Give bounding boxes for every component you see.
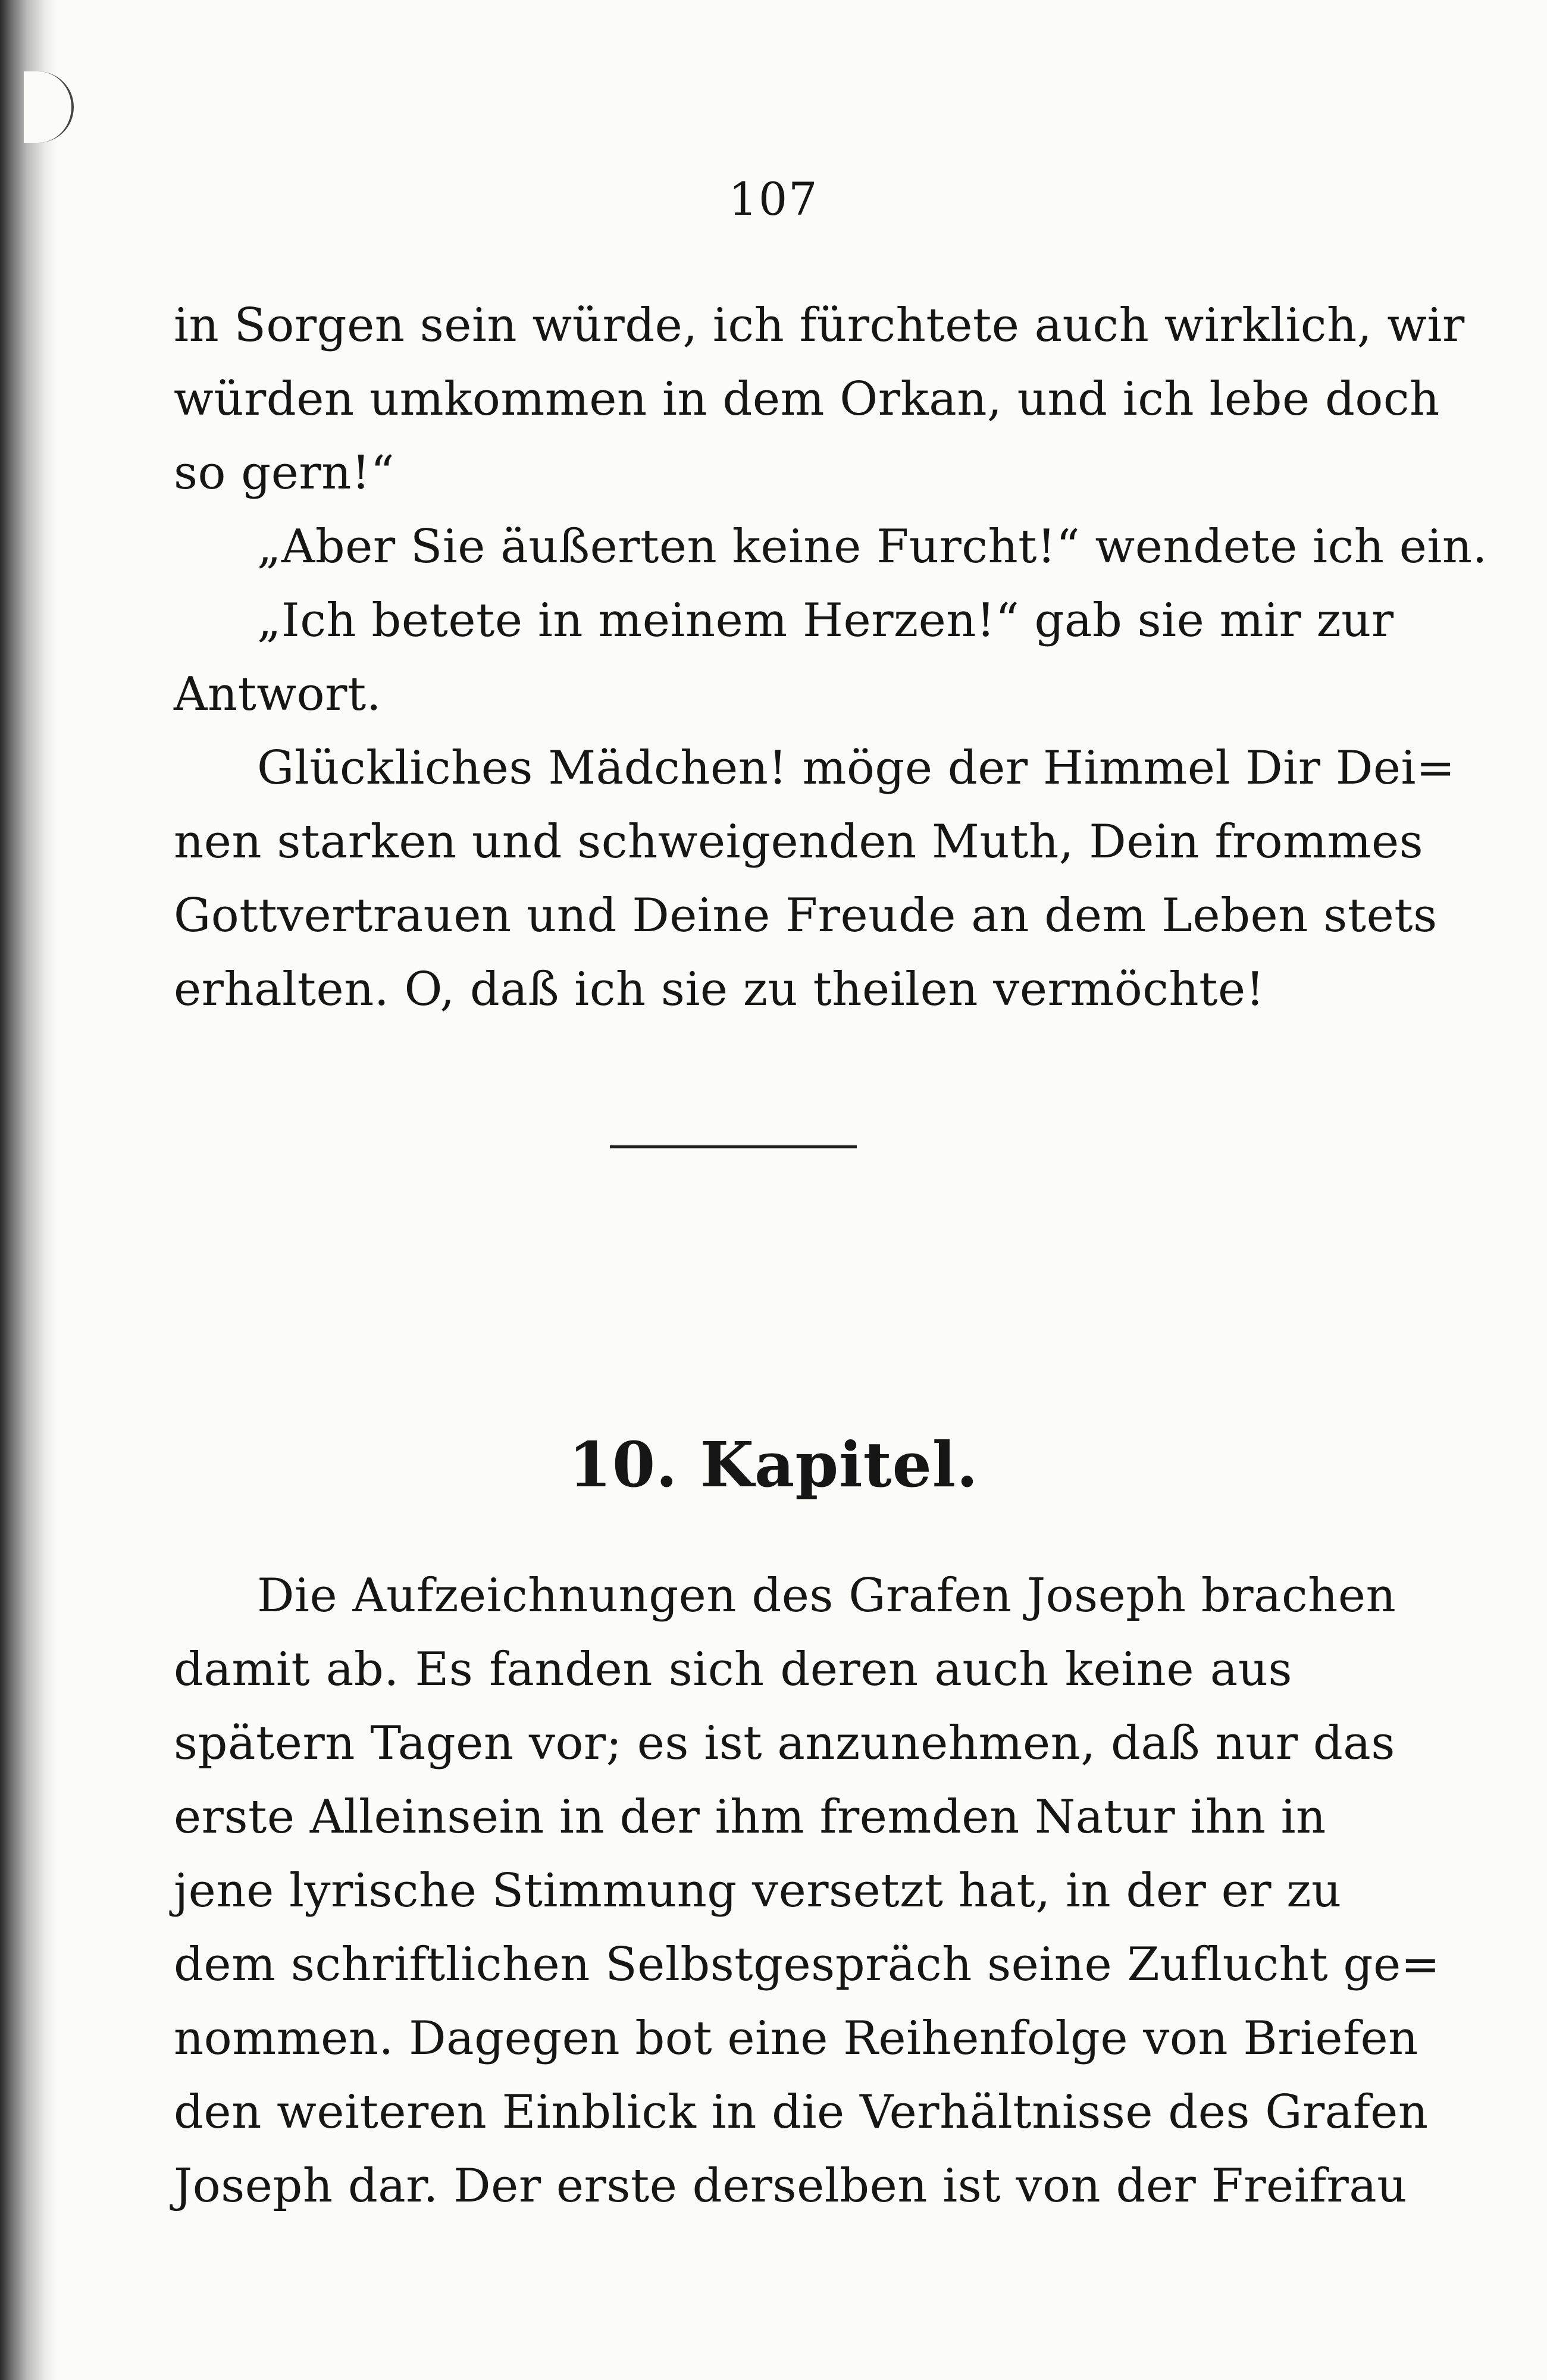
text-line: damit ab. Es fanden sich deren auch keine aus <box>174 1643 1292 1696</box>
scan-binding-notch <box>24 71 74 143</box>
text-line: spätern Tagen vor; es ist anzunehmen, daß nur das <box>174 1717 1395 1770</box>
text-line: den weiteren Einblick in die Verhältnisse des Grafen <box>174 2085 1429 2139</box>
scan-binding-edge <box>0 0 57 2380</box>
page-number: 107 <box>728 173 819 226</box>
text-line: nommen. Dagegen bot eine Reihenfolge von Briefen <box>174 2012 1418 2065</box>
paragraph-block-before-divider <box>174 289 1488 1026</box>
text-line: jene lyrische Stimmung versetzt hat, in der er zu <box>174 1864 1342 1918</box>
text-line: Joseph dar. Der erste derselben ist von der Freifrau <box>174 2159 1408 2213</box>
text-line: erhalten. O, daß ich sie zu theilen vermöchte! <box>174 963 1265 1016</box>
text-line: Die Aufzeichnungen des Grafen Joseph brachen <box>257 1569 1396 1623</box>
chapter-heading: 10. Kapitel. <box>568 1428 979 1501</box>
text-line: Antwort. <box>174 668 382 721</box>
paragraph-block-chapter-10 <box>174 1559 1440 2223</box>
section-divider-rule <box>610 1145 857 1148</box>
text-line: „Ich betete in meinem Herzen!“ gab sie mir zur <box>257 594 1394 647</box>
text-line: erste Alleinsein in der ihm fremden Natur ihn in <box>174 1790 1326 1844</box>
text-line: „Aber Sie äußerten keine Furcht!“ wendete ich ein. <box>257 520 1488 574</box>
text-line: nen starken und schweigenden Muth, Dein frommes <box>174 815 1424 869</box>
text-line: Gottvertrauen und Deine Freude an dem Leben stets <box>174 889 1438 942</box>
text-line: Glückliches Mädchen! möge der Himmel Dir Dei= <box>257 741 1455 795</box>
text-line: dem schriftlichen Selbstgespräch seine Zuflucht ge= <box>174 1938 1440 1991</box>
text-line: würden umkommen in dem Orkan, und ich lebe doch <box>174 372 1440 426</box>
text-line: so gern!“ <box>174 446 395 500</box>
text-line: in Sorgen sein würde, ich fürchtete auch wirklich, wir <box>174 299 1465 352</box>
